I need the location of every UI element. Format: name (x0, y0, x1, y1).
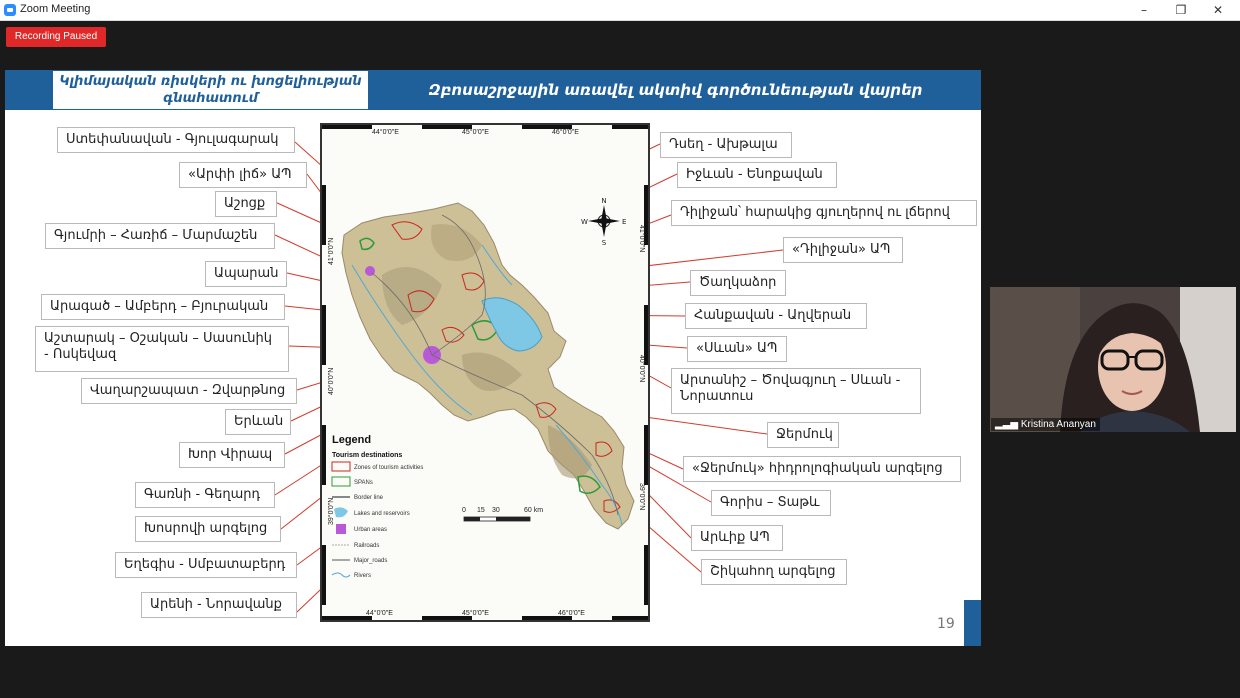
label-sevan-park: «Սևան» ԱՊ (687, 336, 787, 362)
bottom-tick-1: 44°0'0"E (366, 610, 393, 617)
close-button[interactable]: ✕ (1212, 3, 1224, 17)
left-tick-3: 39°0'0"N (328, 497, 335, 525)
restore-button[interactable]: ❐ (1175, 3, 1187, 17)
label-arpi-lake: «Արփի լիճ» ԱՊ (179, 162, 307, 188)
bottom-tick-2: 45°0'0"E (462, 610, 489, 617)
top-tick-1: 44°0'0"E (372, 129, 399, 136)
label-ashtarak: Աշտարակ – Օշական – Սասունիկ - Ոսկեվազ (35, 326, 289, 372)
legend-item-spans: SPANs (354, 480, 373, 486)
label-garni: Գառնի - Գեղարդ (135, 482, 275, 508)
label-dilijan-park: «Դիլիջան» ԱՊ (783, 237, 903, 263)
slide-corner-accent (964, 600, 981, 646)
label-aragats: Արագած – Ամբերդ – Բյուրական (41, 294, 285, 320)
zoom-icon (4, 4, 16, 16)
label-yeghegis: Եղեգիս - Սմբատաբերդ (115, 552, 297, 578)
label-khosrov: Խոսրովի արգելոց (135, 516, 281, 542)
top-tick-2: 45°0'0"E (462, 129, 489, 136)
signal-icon: ▂▃▅ (995, 419, 1019, 430)
slide-page-number: 19 (937, 616, 955, 632)
right-tick-1: 41°0'0"N (638, 225, 645, 253)
label-dilijan: Դիլիջան՝ հարակից գյուղերով ու լճերով (671, 200, 977, 226)
label-jermuk-reserve: «Ջերմուկ» հիդրոլոգիական արգելոց (683, 456, 961, 482)
scale-label-30: 30 (492, 507, 500, 514)
label-jermuk: Ջերմուկ (767, 422, 839, 448)
left-tick-1: 41°0'0"N (328, 237, 335, 265)
label-hankavan: Հանքավան - Աղվերան (685, 303, 867, 329)
legend-item-railroads: Railroads (354, 543, 380, 549)
label-artanish: Արտանիշ – Ծովագյուղ – Սևան - Նորատուս (671, 368, 921, 414)
label-dsegh: Դսեղ - Ախթալա (660, 132, 792, 158)
participant-video[interactable] (990, 287, 1236, 432)
label-arevik-park: Արևիք ԱՊ (691, 525, 783, 551)
compass-n: N (601, 197, 607, 205)
slide-header-right-title: Զբոսաշրջային առավել ակտիվ գործունեության վայրեր (370, 70, 981, 110)
slide-header-left-title: Կլիմայական ռիսկերի ու խոցելիության գնահատում (53, 71, 368, 109)
armenia-tourism-map (320, 123, 650, 622)
compass-icon (581, 197, 626, 247)
label-vagharshapat: Վաղարշապատ - Զվարթնոց (81, 378, 297, 404)
scale-label-15: 15 (477, 507, 485, 514)
participant-name-tag (991, 418, 1100, 431)
legend-item-roads: Major_roads (354, 558, 388, 564)
map-legend (332, 434, 423, 579)
compass-w: W (581, 218, 588, 226)
label-ijevan: Իջևան - Ենոքավան (677, 162, 837, 188)
minimize-button[interactable]: – (1141, 3, 1147, 17)
window-title: Zoom Meeting (20, 3, 91, 15)
map-canvas (322, 125, 648, 620)
scale-bar (462, 507, 543, 521)
compass-s: S (601, 239, 607, 247)
left-tick-2: 40°0'0"N (328, 367, 335, 395)
scale-label-0: 0 (462, 507, 466, 514)
legend-item-urban: Urban areas (354, 527, 388, 533)
compass-e: E (622, 218, 627, 226)
scale-label-60: 60 km (524, 507, 544, 514)
participant-image (990, 287, 1236, 432)
participant-name: Kristina Ananyan (1020, 419, 1096, 430)
shared-screen-slide (5, 70, 981, 646)
top-tick-3: 46°0'0"E (552, 129, 579, 136)
legend-item-lakes: Lakes and reservoirs (354, 511, 410, 517)
label-aparan: Ապարան (205, 261, 287, 287)
right-tick-2: 40°0'0"N (638, 355, 645, 383)
label-khor-virap: Խոր Վիրապ (179, 442, 285, 468)
recording-status-button[interactable]: Recording Paused (6, 27, 106, 47)
legend-item-border: Border line (354, 495, 384, 501)
legend-item-zones: Zones of tourism activities (354, 465, 424, 471)
label-areni: Արենի - Նորավանք (141, 592, 297, 618)
legend-title: Legend (332, 434, 372, 446)
bottom-tick-3: 46°0'0"E (558, 610, 585, 617)
label-tsaghkadzor: Ծաղկաձոր (690, 270, 786, 296)
label-stepanavan: Ստեփանավան - Գյուլագարակ (57, 127, 295, 153)
title-bar (0, 0, 1240, 21)
label-yerevan: Երևան (225, 409, 291, 435)
label-ashotsk: Աշոցք (215, 191, 277, 217)
label-shikahogh: Շիկահող արգելոց (701, 559, 847, 585)
legend-item-rivers: Rivers (354, 573, 372, 579)
label-gyumri: Գյումրի – Հառիճ – Մարմաշեն (45, 223, 275, 249)
right-tick-3: 39°0'0"N (638, 483, 645, 511)
legend-subtitle: Tourism destinations (332, 452, 403, 459)
label-goris: Գորիս – Տաթև (711, 490, 831, 516)
